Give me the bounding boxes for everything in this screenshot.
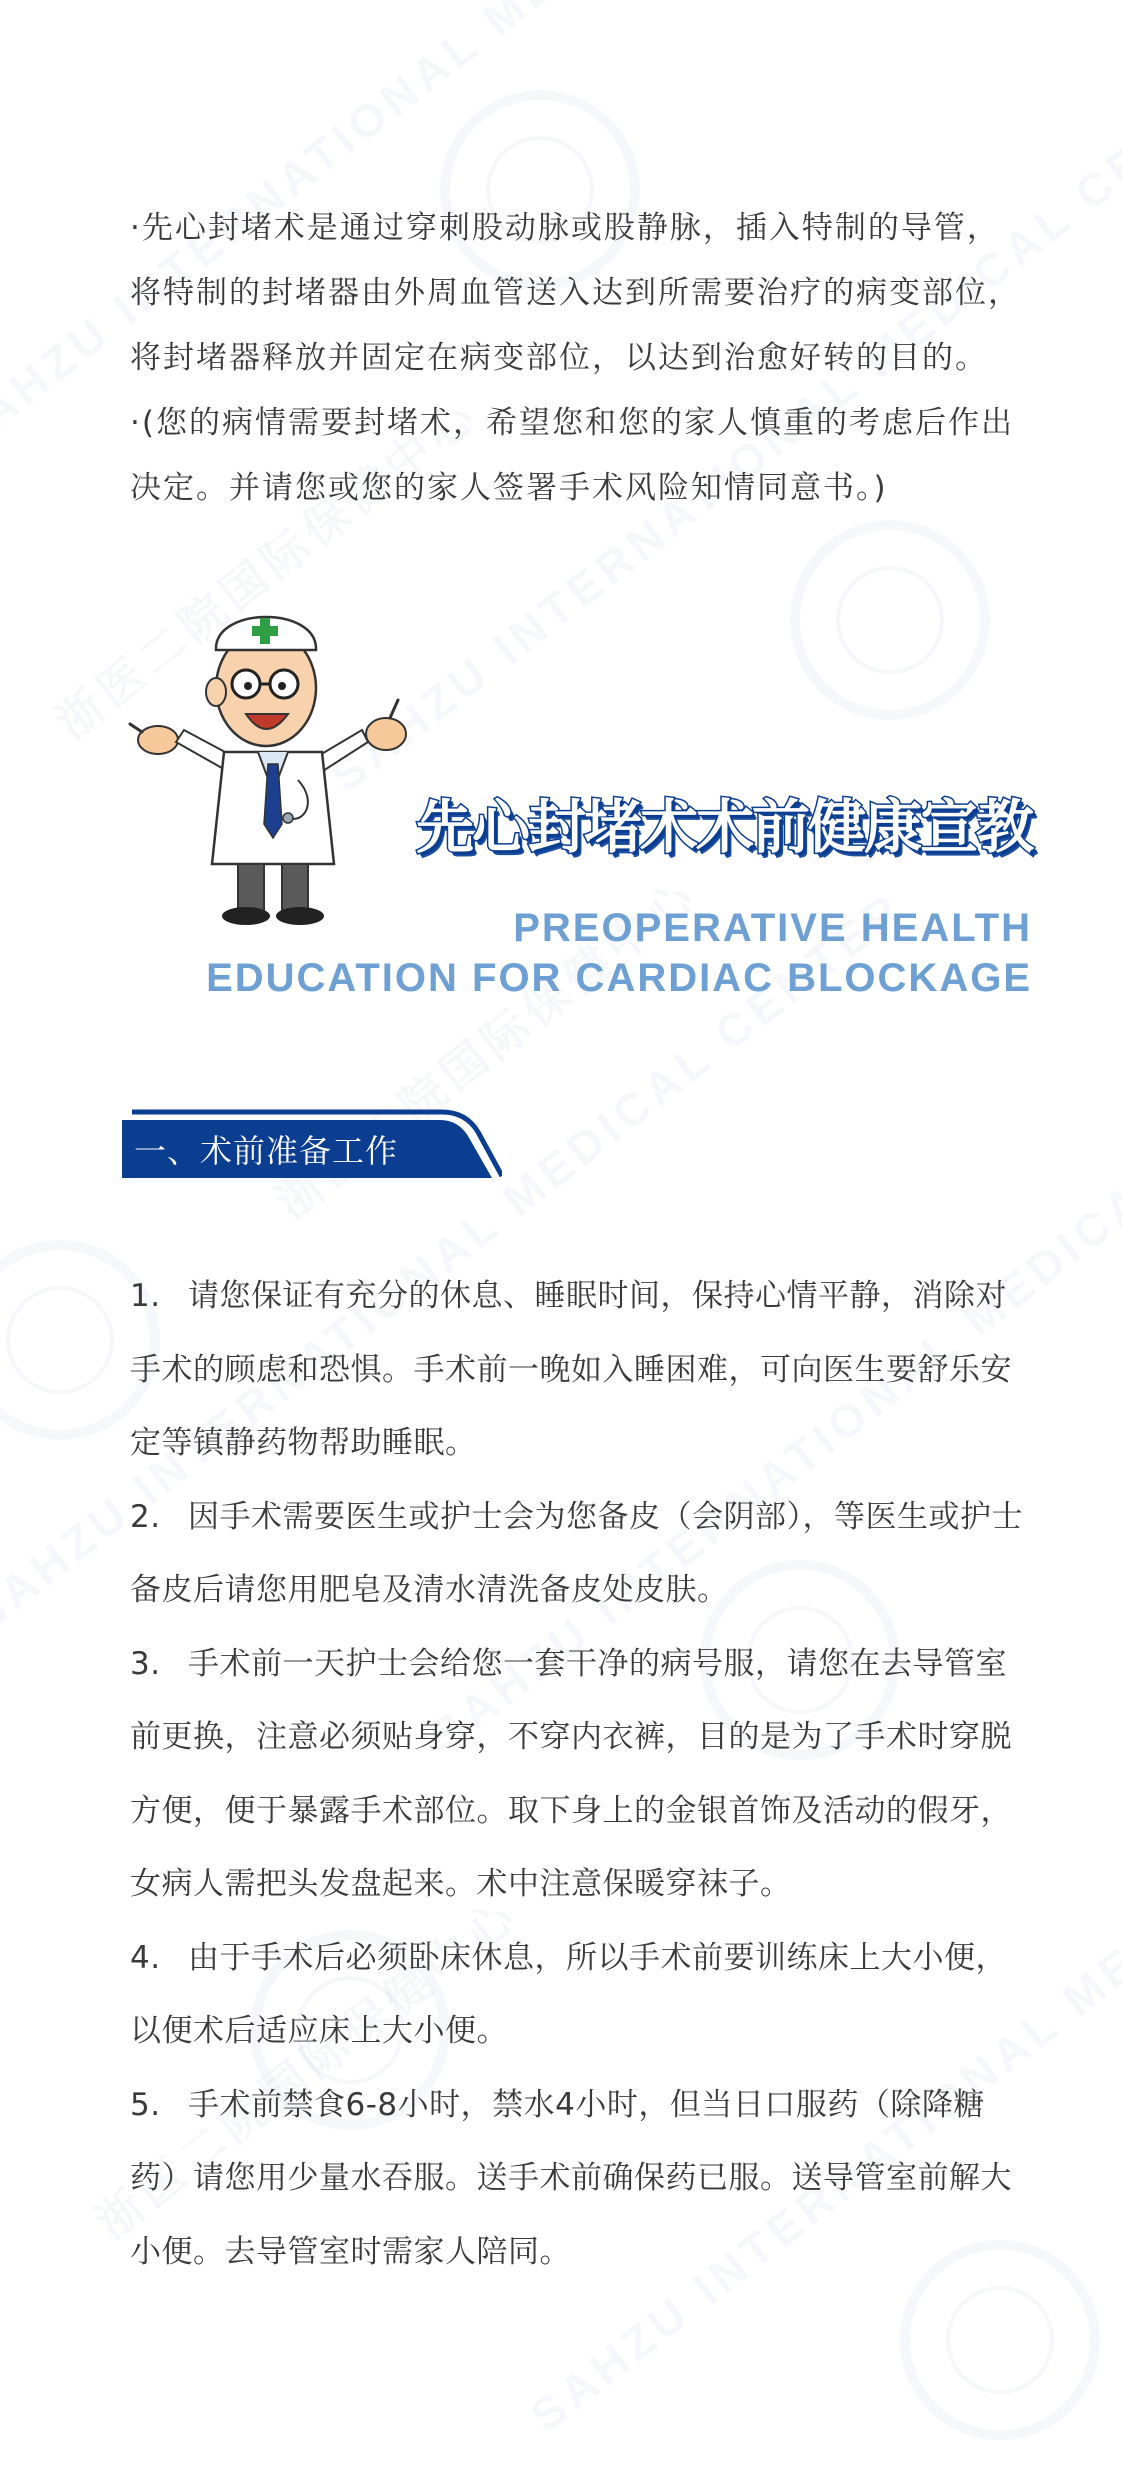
list-item bbox=[130, 1922, 1030, 2069]
watermark-seal-icon bbox=[790, 520, 990, 720]
step-text: 手术前禁食6-8小时，禁水4小时，但当日口服药（除降糖药）请您用少量水吞服。送手术前确保药已服。送导管室前解大小便。去导管室时需家人陪同。 bbox=[130, 2086, 1012, 2270]
list-item bbox=[130, 1260, 1030, 1481]
section-title: 一、术前准备工作 bbox=[134, 1132, 399, 1170]
intro-text bbox=[130, 196, 1030, 521]
step-number: 1. bbox=[130, 1278, 161, 1314]
step-text: 因手术需要医生或护士会为您备皮（会阴部），等医生或护士备皮后请您用肥皂及清水清洗备皮处皮肤。 bbox=[130, 1498, 1023, 1608]
step-number: 3. bbox=[130, 1645, 161, 1682]
list-item bbox=[130, 1628, 1030, 1922]
step-number: 4. bbox=[130, 1939, 161, 1976]
step-text: 请您保证有充分的休息、睡眠时间，保持心情平静，消除对手术的顾虑和恐惧。手术前一晚如入睡困难，可向医生要舒乐安定等镇静药物帮助睡眠。 bbox=[130, 1278, 1012, 1461]
list-item bbox=[130, 2069, 1030, 2290]
english-title-line-2: EDUCATION FOR CARDIAC BLOCKAGE bbox=[206, 956, 1032, 1000]
list-item bbox=[130, 1481, 1030, 1628]
english-title-line-1: PREOPERATIVE HEALTH bbox=[513, 906, 1032, 950]
section-header-tab bbox=[122, 1104, 502, 1184]
intro-paragraph-1: ·先心封堵术是通过穿刺股动脉或股静脉，插入特制的导管，将特制的封堵器由外周血管送入达到所需要治疗的病变部位，将封堵器释放并固定在病变部位，以达到治愈好转的目的。 bbox=[130, 210, 1021, 376]
step-number: 2. bbox=[130, 1498, 161, 1535]
intro-paragraph-2: ·(您的病情需要封堵术，希望您和您的家人慎重的考虑后作出决定。并请您或您的家人签署手术风险知情同意书。) bbox=[130, 405, 1014, 506]
step-text: 由于手术后必须卧床休息，所以手术前要训练床上大小便，以便术后适应床上大小便。 bbox=[130, 1939, 1007, 2049]
step-number: 5. bbox=[130, 2086, 161, 2123]
steps-list bbox=[130, 1260, 1030, 2289]
step-text: 手术前一天护士会给您一套干净的病号服，请您在去导管室前更换，注意必须贴身穿，不穿内衣裤，目的是为了手术时穿脱方便，便于暴露手术部位。取下身上的金银首饰及活动的假牙，女病人需把头发盘起来。术中注意保暖穿袜子。 bbox=[130, 1645, 1012, 1902]
doctor-cartoon-icon bbox=[128, 592, 418, 932]
page-title: 先心封堵术术前健康宣教 bbox=[415, 793, 1032, 861]
